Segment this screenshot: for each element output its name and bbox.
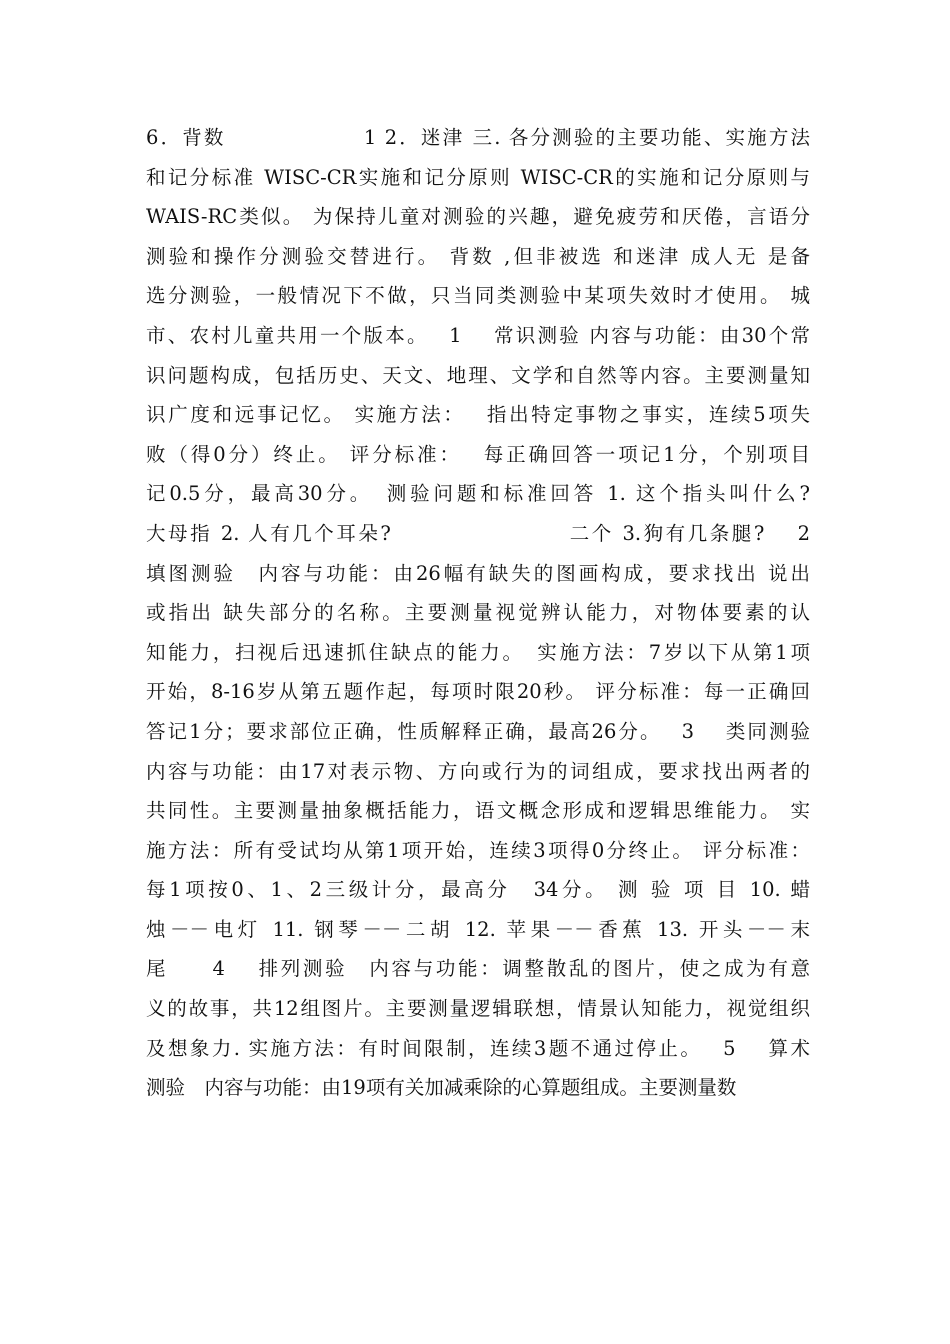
text-line: 败（得0分）终止。 评分标准： 每正确回答一项记1分，个别项目 <box>146 442 810 466</box>
text-line: 6．背数 1 2．迷津 三. 各分测验的主要功能、实施方法 <box>146 126 810 149</box>
text-line: 答记1分；要求部位正确，性质解释正确，最高26分。 3 类同测验 <box>146 719 810 743</box>
text-line: 选分测验，一般情况下不做，只当同类测验中某项失效时才使用。 城 <box>146 284 810 308</box>
text-line: 义的故事，共12组图片。主要测量逻辑联想，情景认知能力，视觉组织 <box>146 997 810 1021</box>
text-line: 识问题构成，包括历史、天文、地理、文学和自然等内容。主要测量知 <box>146 363 810 387</box>
text-line: 市、农村儿童共用一个版本。 1 常识测验 内容与功能：由30个常 <box>146 323 810 347</box>
text-line: 填图测验 内容与功能：由26幅有缺失的图画构成，要求找出 说出 <box>146 561 810 585</box>
text-line: 测验 内容与功能：由19项有关加减乘除的心算题组成。主要测量数 <box>146 1076 737 1100</box>
text-line: 烛－－电灯 11. 钢琴－－二胡 12. 苹果－－香蕉 13. 开头－－末 <box>146 917 810 941</box>
text-line: WAIS-RC类似。 为保持儿童对测验的兴趣，避免疲劳和厌倦，言语分 <box>146 205 810 229</box>
body-text <box>146 118 810 1108</box>
text-line: 识广度和远事记忆。 实施方法： 指出特定事物之事实，连续5项失 <box>146 403 810 427</box>
text-line: 或指出 缺失部分的名称。主要测量视觉辨认能力，对物体要素的认 <box>146 601 810 625</box>
text-line: 开始，8-16岁从第五题作起，每项时限20秒。 评分标准：每一正确回 <box>146 680 810 704</box>
text-line: 共同性。主要测量抽象概括能力，语文概念形成和逻辑思维能力。 实 <box>146 799 810 823</box>
text-line: 测验和操作分测验交替进行。 背数 ,但非被选 和迷津 成人无 是备 <box>146 244 810 268</box>
text-line: 及想象力. 实施方法：有时间限制，连续3题不通过停止。 5 算术 <box>146 1036 810 1060</box>
text-line: 每1项按0、1、2三级计分，最高分 34分。 测 验 项 目 10. 蜡 <box>146 878 810 902</box>
text-line: 施方法：所有受试均从第1项开始，连续3项得0分终止。 评分标准： <box>146 838 810 862</box>
text-line: 和记分标准 WISC-CR实施和记分原则 WISC-CR的实施和记分原则与 <box>146 165 810 189</box>
text-line: 记0.5分，最高30分。 测验问题和标准回答 1. 这个指头叫什么? <box>146 482 810 506</box>
text-line: 尾 4 排列测验 内容与功能：调整散乱的图片，使之成为有意 <box>146 957 810 981</box>
text-line: 内容与功能：由17对表示物、方向或行为的词组成，要求找出两者的 <box>146 759 810 783</box>
text-line: 大母指 2. 人有几个耳朵? 二个 3.狗有几条腿? 2 <box>146 521 810 545</box>
text-line: 知能力，扫视后迅速抓住缺点的能力。 实施方法：7岁以下从第1项 <box>146 640 810 664</box>
